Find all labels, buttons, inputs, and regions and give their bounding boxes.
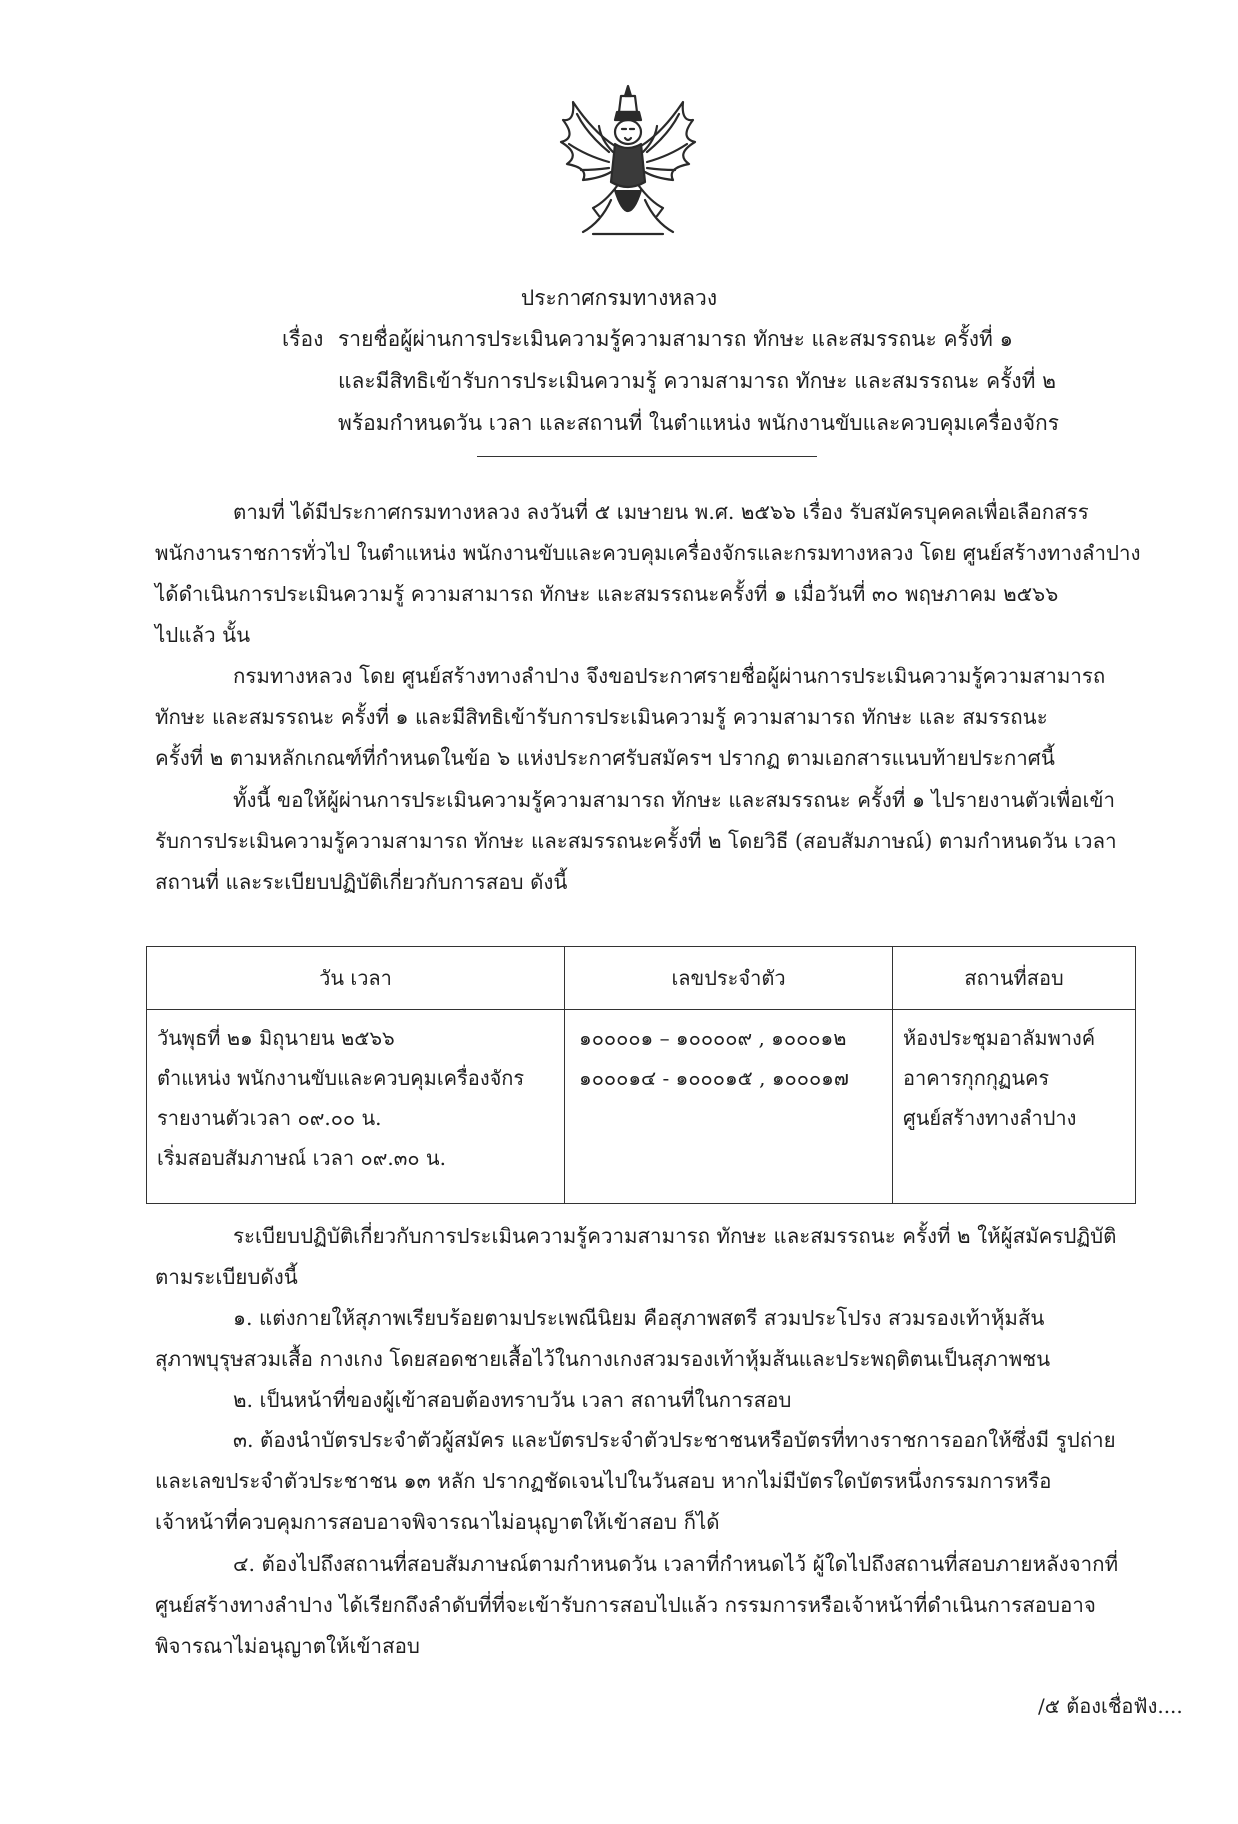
paragraph-line: ระเบียบปฏิบัติเกี่ยวกับการประเมินความรู้ความสามารถ ทักษะ และสมรรถนะ ครั้งที่ ๒ ให้ผู้สมัครปฏิบัติ bbox=[233, 1224, 1117, 1248]
cell-line: เริ่มสอบสัมภาษณ์ เวลา ๐๙.๓๐ น. bbox=[157, 1146, 446, 1170]
rule-line: ศูนย์สร้างทางลำปาง ได้เรียกถึงลำดับที่ที่จะเข้ารับการสอบไปแล้ว กรรมการหรือเจ้าหน้าที่ดำเนินการสอบอาจ bbox=[155, 1593, 1096, 1617]
paragraph-rules-intro bbox=[155, 1216, 1135, 1298]
cell-datetime bbox=[147, 1010, 565, 1204]
rule-line: สุภาพบุรุษสวมเสื้อ กางเกง โดยสอดชายเสื้อไว้ในกางเกงสวมรองเท้าหุ้มส้นและประพฤติตนเป็นสุภาพชน bbox=[155, 1347, 1051, 1371]
column-header-datetime: วัน เวลา bbox=[147, 947, 565, 1010]
subject-line: และมีสิทธิเข้ารับการประเมินความรู้ ความสามารถ ทักษะ และสมรรถนะ ครั้งที่ ๒ bbox=[338, 369, 1057, 393]
paragraph-line: รับการประเมินความรู้ความสามารถ ทักษะ และสมรรถนะครั้งที่ ๒ โดยวิธี (สอบสัมภาษณ์) ตามกำหนดวัน เวลา bbox=[155, 829, 1117, 853]
garuda-emblem-icon bbox=[553, 82, 703, 242]
announcement-title: ประกาศกรมทางหลวง bbox=[520, 286, 718, 310]
subject-label: เรื่อง bbox=[282, 327, 324, 351]
cell-line: วันพุธที่ ๒๑ มิถุนายน ๒๕๖๖ bbox=[157, 1026, 395, 1050]
rule-line: ๓. ต้องนำบัตรประจำตัวผู้สมัคร และบัตรประจำตัวประชาชนหรือบัตรที่ทางราชการออกให้ซึ่งมี รูปถ่าย bbox=[233, 1428, 1116, 1452]
continuation-note: /๕ ต้องเชื่อฟัง.... bbox=[1038, 1694, 1183, 1718]
subject-line: รายชื่อผู้ผ่านการประเมินความรู้ความสามารถ ทักษะ และสมรรถนะ ครั้งที่ ๑ bbox=[338, 327, 1013, 351]
rule-line: ๔. ต้องไปถึงสถานที่สอบสัมภาษณ์ตามกำหนดวัน เวลาที่กำหนดไว้ ผู้ใดไปถึงสถานที่สอบภายหลังจากที่ bbox=[233, 1552, 1119, 1576]
cell-line: ศูนย์สร้างทางลำปาง bbox=[903, 1106, 1077, 1130]
cell-line: ๑๐๐๐๑๔ - ๑๐๐๐๑๕ , ๑๐๐๐๑๗ bbox=[579, 1066, 849, 1090]
paragraph-line: ทักษะ และสมรรถนะ ครั้งที่ ๑ และมีสิทธิเข้ารับการประเมินความรู้ ความสามารถ ทักษะ และ สมรรถนะ bbox=[155, 705, 1048, 729]
subject-line: พร้อมกำหนดวัน เวลา และสถานที่ ในตำแหน่ง พนักงานขับและควบคุมเครื่องจักร bbox=[338, 411, 1060, 435]
cell-line: อาคารกุกกุฏนคร bbox=[903, 1066, 1050, 1090]
paragraph-line: สถานที่ และระเบียบปฏิบัติเกี่ยวกับการสอบ ดังนี้ bbox=[155, 870, 568, 894]
table-header-row bbox=[147, 947, 1136, 1010]
rule-line: ๒. เป็นหน้าที่ของผู้เข้าสอบต้องทราบวัน เวลา สถานที่ในการสอบ bbox=[233, 1388, 792, 1412]
paragraph-line: พนักงานราชการทั่วไป ในตำแหน่ง พนักงานขับและควบคุมเครื่องจักรและกรมทางหลวง โดย ศูนย์สร้างทางลำปาง bbox=[155, 541, 1141, 565]
cell-ids bbox=[565, 1010, 893, 1204]
cell-line: รายงานตัวเวลา ๐๙.๐๐ น. bbox=[157, 1106, 382, 1130]
rule-line: เจ้าหน้าที่ควบคุมการสอบอาจพิจารณาไม่อนุญาตให้เข้าสอบ ก็ได้ bbox=[155, 1510, 720, 1534]
paragraph-line: ครั้งที่ ๒ ตามหลักเกณฑ์ที่กำหนดในข้อ ๖ แห่งประกาศรับสมัครฯ ปรากฏ ตามเอกสารแนบท้ายประกาศนี้ bbox=[155, 746, 1055, 770]
paragraph-line: ทั้งนี้ ขอให้ผู้ผ่านการประเมินความรู้ความสามารถ ทักษะ และสมรรถนะ ครั้งที่ ๑ ไปรายงานตัวเพื่อเข้า bbox=[233, 788, 1116, 812]
schedule-table bbox=[146, 946, 1136, 1204]
rule-item-2 bbox=[155, 1380, 1135, 1421]
subject-text bbox=[338, 318, 1178, 444]
rule-line: ๑. แต่งกายให้สุภาพเรียบร้อยตามประเพณีนิยม คือสุภาพสตรี สวมประโปรง สวมรองเท้าหุ้มส้น bbox=[233, 1306, 1045, 1330]
paragraph-intro bbox=[155, 492, 1141, 656]
rule-line: และเลขประจำตัวประชาชน ๑๓ หลัก ปรากฏชัดเจนไปในวันสอบ หากไม่มีบัตรใดบัตรหนึ่งกรรมการหรือ bbox=[155, 1469, 1052, 1493]
column-header-id: เลขประจำตัว bbox=[565, 947, 893, 1010]
table-row bbox=[147, 1010, 1136, 1204]
rule-item-4 bbox=[155, 1544, 1135, 1667]
rule-line: พิจารณาไม่อนุญาตให้เข้าสอบ bbox=[155, 1634, 420, 1658]
paragraph-line: ได้ดำเนินการประเมินความรู้ ความสามารถ ทักษะ และสมรรถนะครั้งที่ ๑ เมื่อวันที่ ๓๐ พฤษภาคม ๒๕๖๖ bbox=[155, 582, 1059, 606]
paragraph-line: ไปแล้ว นั้น bbox=[155, 623, 251, 647]
heading-divider bbox=[477, 456, 817, 457]
paragraph-report-instruction bbox=[155, 780, 1135, 903]
cell-line: ๑๐๐๐๐๑ – ๑๐๐๐๐๙ , ๑๐๐๐๑๒ bbox=[579, 1026, 847, 1050]
paragraph-line: กรมทางหลวง โดย ศูนย์สร้างทางลำปาง จึงขอประกาศรายชื่อผู้ผ่านการประเมินความรู้ความสามารถ bbox=[233, 664, 1106, 688]
paragraph-line: ตามระเบียบดังนี้ bbox=[155, 1265, 298, 1289]
rule-item-1 bbox=[155, 1298, 1135, 1380]
rule-item-3 bbox=[155, 1420, 1135, 1543]
paragraph-announcement bbox=[155, 656, 1135, 779]
paragraph-line: ตามที่ ได้มีประกาศกรมทางหลวง ลงวันที่ ๕ เมษายน พ.ศ. ๒๕๖๖ เรื่อง รับสมัครบุคคลเพื่อเลือกสรร bbox=[233, 500, 1089, 524]
cell-location bbox=[893, 1010, 1136, 1204]
cell-line: ห้องประชุมอาลัมพางค์ bbox=[903, 1026, 1096, 1050]
cell-line: ตำแหน่ง พนักงานขับและควบคุมเครื่องจักร bbox=[157, 1066, 525, 1090]
column-header-location: สถานที่สอบ bbox=[893, 947, 1136, 1010]
